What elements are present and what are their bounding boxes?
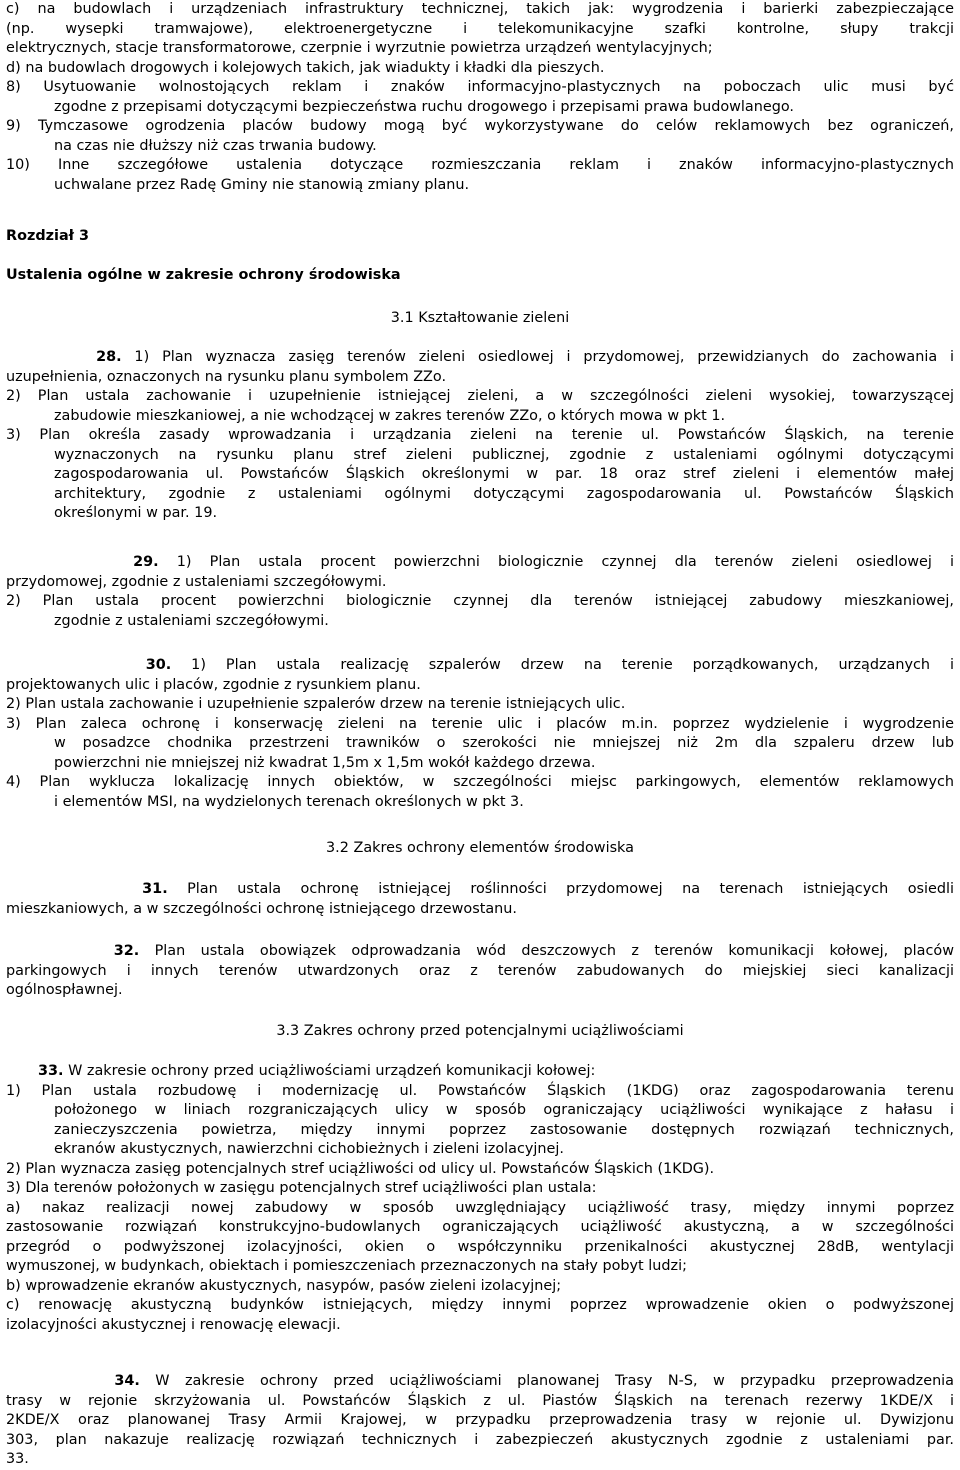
par-32-line: parkingowych i innych terenów utwardzonych oraz z terenów zabudowanych do miejskiej sieci kanalizacji [6, 962, 954, 979]
list-line: zgodne z przepisami dotyczącymi bezpieczeństwa ruchu drogowego i przepisami prawa budowlanego. [54, 98, 794, 115]
paragraph-text: Plan ustala obowiązek odprowadzania wód deszczowych z terenów komunikacji kołowej, placów [139, 943, 954, 959]
indent [6, 349, 96, 365]
paragraph-text: 1) Plan ustala procent powierzchni biologicznie czynnej dla terenów zieleni osiedlowej i [158, 554, 954, 570]
par-33-line: zanieczyszczenia powietrza, między innymi poprzez zastosowanie dostępnych rozwiązań technicznych, [54, 1121, 954, 1138]
par-33-line: 1) Plan ustala rozbudowę i modernizację ul. Powstańców Śląskich (1KDG) oraz zagospodarowania terenu [6, 1082, 954, 1099]
list-line: (np. wysepki tramwajowe), elektroenergetyczne i telekomunikacyjne szafki kontrolne, słupy trakcji [6, 20, 954, 37]
par-33-line: przegród o podwyższonej izolacyjności, okien o współczynniku przenikalności akustycznej 28dB, wentylacji [6, 1238, 954, 1255]
paragraph-text: 1) Plan wyznacza zasięg terenów zieleni osiedlowej i przydomowej, przewidzianych do zachowania i [121, 349, 954, 365]
par-33-line: izolacyjności akustycznej i renowację elewacji. [6, 1316, 341, 1333]
list-line: elektrycznych, stacje transformatorowe, czerpnie i wyrzutnie powietrza urządzeń wentylacyjnych; [6, 40, 713, 56]
par-33-line: 3) Dla terenów położonych w zasięgu potencjalnych stref uciążliwości plan ustala: [6, 1180, 597, 1196]
list-line: 9) Tymczasowe ogrodzenia placów budowy mogą być wykorzystywane do celów reklamowych bez ograniczeń, [6, 118, 954, 134]
list-line: uchwalane przez Radę Gminy nie stanowią zmiany planu. [54, 176, 470, 193]
par-31-line: mieszkaniowych, a w szczególności ochronę istniejącego drzewostanu. [6, 900, 517, 917]
indent [6, 943, 114, 959]
par-30-line: w posadzce chodnika przestrzeni trawników o szerokości nie mniejszej niż 2m dla szpaleru drzew lub [54, 735, 954, 751]
par-28-line: zabudowie mieszkaniowej, a nie wchodzącej w zakres terenów ZZo, o których mowa w pkt 1. [54, 407, 726, 424]
par-34-line: 33. [6, 1451, 29, 1467]
indent [6, 1373, 114, 1389]
par-30-line: 3) Plan zaleca ochronę i konserwację zieleni na terenie ulic i placów m.in. poprzez wydzielenie i wygrodzenie [6, 715, 954, 732]
par-29-line [6, 553, 954, 573]
list-line: na czas nie dłuższy niż czas trwania budowy. [54, 137, 377, 154]
list-line: c) na budowlach i urządzeniach infrastruktury technicznej, takich jak: wygrodzenia i barierki zabezpieczające [6, 1, 954, 17]
paragraph-text: Plan ustala ochronę istniejącej roślinności przydomowej na terenach istniejących osiedli [167, 881, 954, 897]
section-heading: 3.2 Zakres ochrony elementów środowiska [326, 840, 634, 856]
par-30-line: 2) Plan ustala zachowanie i uzupełnienie szpalerów drzew na terenie istniejących ulic. [6, 696, 626, 712]
par-28-line: architektury, zgodnie z ustaleniami ogólnymi dotyczącymi zagospodarowania ul. Powstańców Śląskich [54, 485, 954, 502]
paragraph-number: 30. [145, 657, 172, 673]
section-heading: 3.3 Zakres ochrony przed potencjalnymi uciążliwościami [276, 1023, 684, 1039]
par-34-line: 303, plan nakazuje realizację rozwiązań technicznych i zabezpieczeń akustycznych zgodnie z ustaleniami par. [6, 1431, 954, 1448]
paragraph-number: 34. [114, 1373, 140, 1389]
par-28-line: 3) Plan określa zasady wprowadzania i urządzania zieleni na terenie ul. Powstańców Śląskich, na terenie [6, 427, 954, 443]
paragraph-number: 29. [133, 554, 159, 570]
par-28-line: wyznaczonych na rysunku planu stref zieleni publicznej, zgodnie z ustaleniami ogólnymi dotyczącymi [54, 446, 954, 463]
par-29-line: 2) Plan ustala procent powierzchni biologicznie czynnej dla terenów istniejącej zabudowy mieszkaniowej, [6, 593, 954, 609]
par-33-line: a) nakaz realizacji nowej zabudowy w sposób uwzględniający uciążliwość trasy, między innymi poprzez [6, 1199, 954, 1216]
par-31-line [6, 880, 954, 900]
par-29-line: przydomowej, zgodnie z ustaleniami szczegółowymi. [6, 573, 387, 590]
par-33-line: ekranów akustycznych, nawierzchni cichobieżnych i zieleni izolacyjnej. [54, 1141, 564, 1157]
par-33-line: zastosowanie rozwiązań konstrukcyjno-budowlanych ograniczających uciążliwość akustyczną, a w szczególności [6, 1219, 954, 1235]
par-34-line: trasy w rejonie skrzyżowania ul. Powstańców Śląskich z ul. Piastów Śląskich na terenach rezerwy 1KDE/X i [6, 1392, 954, 1409]
par-34-line [6, 1372, 954, 1392]
par-28-line [6, 348, 954, 368]
par-28-line: zagospodarowania ul. Powstańców Śląskich określonymi w par. 18 oraz stref zieleni i elementów małej [54, 466, 954, 482]
paragraph-text: 1) Plan ustala realizację szpalerów drzew na terenie porządkowanych, urządzanych i [171, 657, 954, 673]
par-28-line: 2) Plan ustala zachowanie i uzupełnienie istniejącej zieleni, a w szczególności zieleni wysokiej, towarzyszącej [6, 388, 954, 404]
par-29-line: zgodnie z ustaleniami szczegółowymi. [54, 612, 329, 629]
par-30-line: 4) Plan wyklucza lokalizację innych obiektów, w szczególności miejsc parkingowych, elementów reklamowych [6, 774, 954, 790]
indent [6, 1063, 38, 1079]
paragraph-number: 33. [38, 1063, 64, 1079]
indent [6, 881, 142, 897]
paragraph-text: W zakresie ochrony przed uciążliwościami urządzeń komunikacji kołowej: [63, 1063, 596, 1079]
chapter-heading: Rozdział 3 [6, 228, 90, 244]
list-line: 10) Inne szczegółowe ustalenia dotyczące rozmieszczania reklam i znaków informacyjno-plastycznych [6, 157, 954, 173]
par-30-line: powierzchni nie mniejszej niż kwadrat 1,5m x 1,5m wokół każdego drzewa. [54, 754, 596, 771]
indent [6, 554, 133, 570]
paragraph-number: 28. [96, 349, 122, 365]
par-33-line: c) renowację akustyczną budynków istniejących, między innymi poprzez wprowadzenie okien o podwyższonej [6, 1297, 954, 1313]
par-28-line: uzupełnienia, oznaczonych na rysunku planu symbolem ZZo. [6, 368, 447, 385]
section-heading: 3.1 Kształtowanie zieleni [390, 310, 570, 326]
list-line: d) na budowlach drogowych i kolejowych takich, jak wiadukty i kładki dla pieszych. [6, 59, 605, 76]
chapter-title: Ustalenia ogólne w zakresie ochrony środowiska [6, 267, 401, 283]
par-30-line: i elementów MSI, na wydzielonych terenach określonych w pkt 3. [54, 793, 524, 810]
paragraph-number: 32. [113, 943, 140, 959]
par-33-line: b) wprowadzenie ekranów akustycznych, nasypów, pasów zieleni izolacyjnej; [6, 1277, 562, 1294]
par-33-line: 2) Plan wyznacza zasięg potencjalnych stref uciążliwości od ulicy ul. Powstańców Śląskich (1KDG). [6, 1160, 715, 1177]
par-28-line: określonymi w par. 19. [54, 505, 218, 521]
par-30-line: projektowanych ulic i placów, zgodnie z rysunkiem planu. [6, 676, 421, 693]
par-33-line: wymuszonej, w budynkach, obiektach i pomieszczeniach przeznaczonych na stały pobyt ludzi; [6, 1258, 687, 1274]
par-32-line: ogólnospławnej. [6, 982, 123, 998]
list-line: 8) Usytuowanie wolnostojących reklam i znaków informacyjno-plastycznych na poboczach ulic musi być [6, 79, 954, 95]
paragraph-text: W zakresie ochrony przed uciążliwościami planowanej Trasy N-S, w przypadku przeprowadzenia [139, 1373, 955, 1389]
par-32-line [6, 942, 954, 962]
par-30-line [6, 656, 954, 676]
par-33-line [6, 1062, 954, 1082]
indent [6, 657, 146, 673]
par-34-line: 2KDE/X oraz planowanej Trasy Armii Krajowej, w przypadku przeprowadzenia trasy w rejonie ul. Dywizjonu [6, 1412, 954, 1428]
par-33-line: położonego w liniach rozgraniczających ulicy w sposób ograniczający uciążliwości wynikające z hałasu i [54, 1102, 954, 1118]
paragraph-number: 31. [142, 881, 168, 897]
